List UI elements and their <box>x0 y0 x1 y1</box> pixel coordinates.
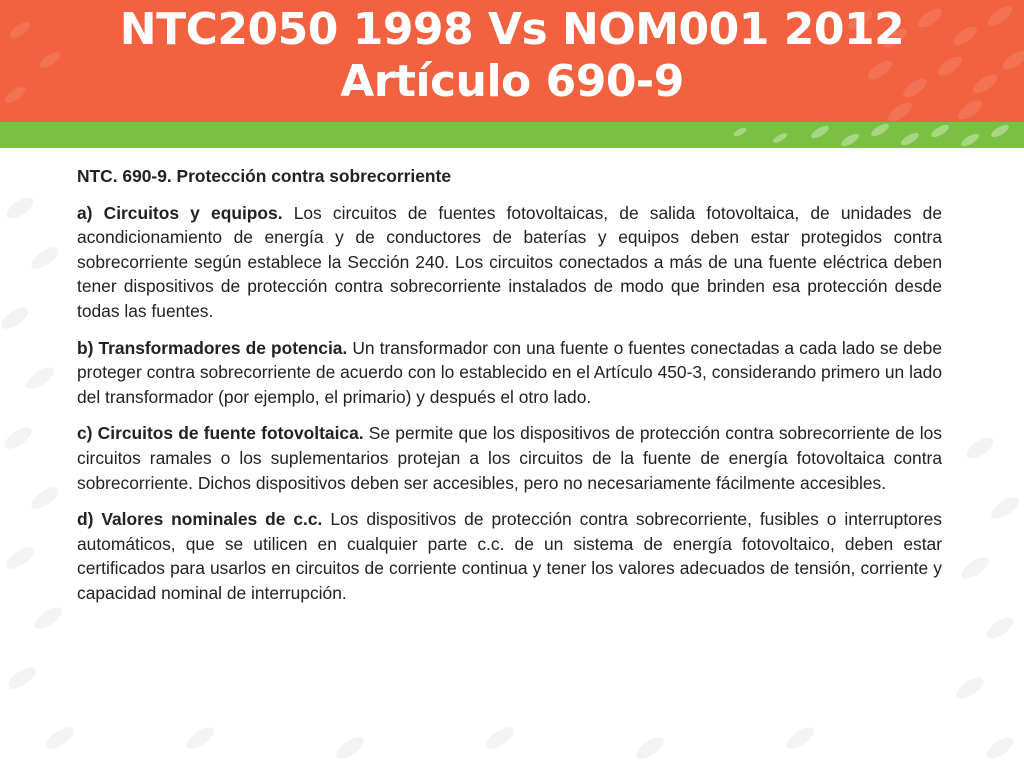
accent-stripe <box>0 122 1024 148</box>
section-heading: NTC. 690-9. Protección contra sobrecorriente <box>77 166 452 186</box>
title-banner <box>0 0 1024 122</box>
slide-title <box>0 4 1024 108</box>
paragraph-c <box>77 421 942 495</box>
paragraph-d-body: Los dispositivos de protección contra sobrecorriente, fusibles o interruptores automáticos, que se utilicen en cualquier parte c.c. de un sistema de energía fotovoltaico, deben estar certificados para usarlos en circuitos de corriente continua y tener los valores adecuados de tensión, corriente y capacidad nominal de interrupción. <box>77 509 942 603</box>
paragraph-d <box>77 507 942 605</box>
slide-body <box>77 164 942 618</box>
paragraph-a <box>77 201 942 324</box>
paragraph-b-lead: b) Transformadores de potencia. <box>77 337 348 358</box>
slide-title-line1: NTC2050 1998 Vs NOM001 2012 <box>119 4 905 55</box>
paragraph-b-body: Un transformador con una fuente o fuentes conectadas a cada lado se debe proteger contra sobrecorriente de acuerdo con lo establecido en el Artículo 450-3, considerando primero un lado del transformador (por ejemplo, el primario) y después el otro lado. <box>77 337 942 407</box>
paragraph-c-lead: c) Circuitos de fuente fotovoltaica. <box>77 423 364 444</box>
stripe-pattern <box>0 122 1024 148</box>
slide-title-line2: Artículo 690-9 <box>340 56 684 107</box>
paragraph-a-body: Los circuitos de fuentes fotovoltaicas, de salida fotovoltaica, de unidades de acondicionamiento de energía y de conductores de baterías y equipos deben estar protegidos contra sobrecorriente según establece la Sección 240. Los circuitos conectados a más de una fuente eléctrica deben tener dispositivos de protección contra sobrecorriente instalados de modo que brinden esa protección desde todas las fuentes. <box>77 202 942 321</box>
paragraph-a-lead: a) Circuitos y equipos. <box>77 202 283 223</box>
paragraph-c-body: Se permite que los dispositivos de protección contra sobrecorriente de los circuitos ramales o los suplementarios protejan a los circuitos de la fuente de energía fotovoltaica contra sobrecorriente. Dichos dispositivos deben ser accesibles, pero no necesariamente fácilmente accesibles. <box>77 423 942 493</box>
paragraph-d-lead: d) Valores nominales de c.c. <box>77 509 323 530</box>
paragraph-b <box>77 336 942 410</box>
